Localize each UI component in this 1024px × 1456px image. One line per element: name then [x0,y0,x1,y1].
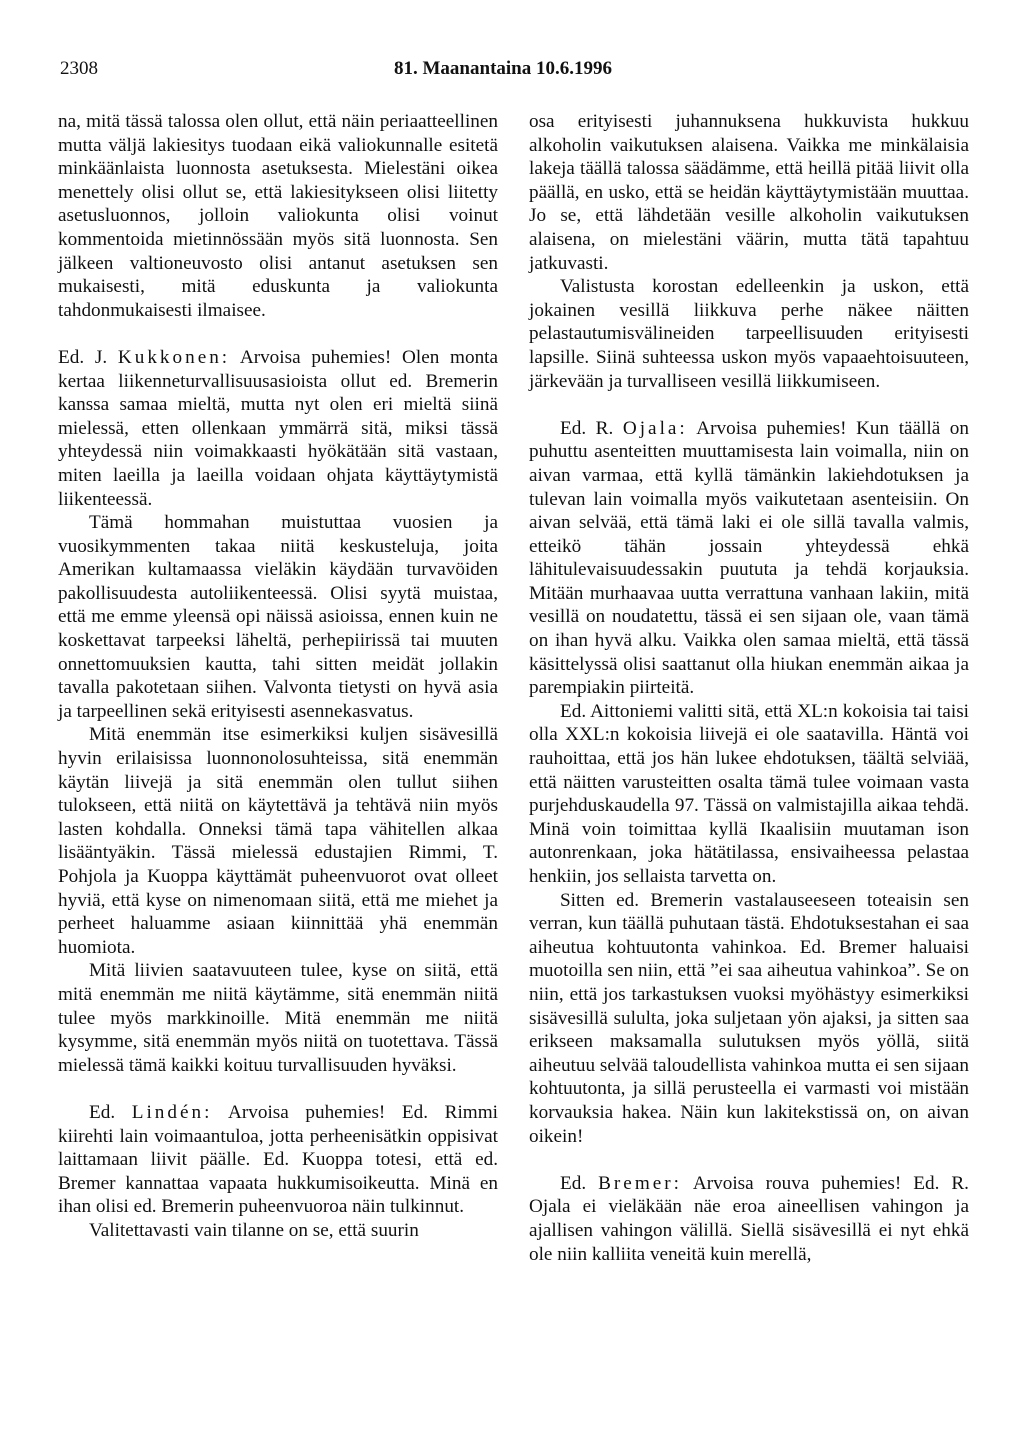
paragraph: Ed. Aittoniemi valitti sitä, että XL:n kokoisia tai taisi olla XXL:n kokoisia liivejä ei ole saatavilla. Häntä voi rauhoittaa, että jos hän lukee ehdotuksen, täältä selviää, että näitten varusteitten osalta tämä tulee voimaan vasta purjehduskaudella 97. Tässä on valmistajilla aikaa tehdä. Minä voin toimittaa kyllä Ikaalisiin muutaman ison autonrenkaan, joka hätätilassa, ensivaiheessa pelastaa henkiin, jos sellaista tarvetta on. [529,700,969,887]
speaker-name: Lindén: [131,1101,213,1123]
paragraph: Valistusta korostan edelleenkin ja uskon, että jokainen vesillä liikkuva perhe näkee näitten pelastautumisvälineiden tarpeellisuuden erityisesti lapsille. Siinä suhteessa uskon myös vapaaehtoisuuteen, järkevään ja turvalliseen vesillä liikkumiseen. [529,276,969,392]
left-column [58,110,498,1243]
paragraph: Valitettavasti vain tilanne on se, että suurin [89,1219,419,1241]
page-header [60,58,964,82]
speech-text: Arvoisa puhemies! Kun täällä on puhuttu asenteitten muuttamisesta lain voimalla, niin on aivan varmaa, että kyllä tämänkin lakiehdotuksen ja tulevan lain voimalla myös vaikutetaan asenteisiin. On aivan selvää, että tämä laki ei ole sillä tavalla valmis, etteikö tähän jossain yhteydessä ehkä lähitulevaisuudessakin puututa ja tehdä korjauksia. Mitään murhaavaa uutta verrattuna vanhaan lakiin, mitä vesillä on noudatettu, tässä ei sen sijaan ole, vaan tämä on ihan hyvä alku. Vaikka olen samaa mieltä, että tässä käsittelyssä olisi saattanut olla hiukan enemmän aikaa ja parempiakin piirteitä. [529,417,969,699]
speaker-paragraph-linden [58,1101,498,1219]
session-title: 81. Maanantaina 10.6.1996 [394,58,612,79]
speaker-prefix: Ed. J. [58,346,118,368]
paragraph: na, mitä tässä talossa olen ollut, että näin periaatteellinen mutta väljä lakiesitys tuodaan eikä valiokunnalle esitetä minkäänlaista luonnosta asetuksesta. Mielestäni oikea menettely olisi ollut se, että lakiesitykseen olisi liitetty asetusluonnos, jolloin valiokunta olisi voinut kommentoida mietinnössään myös sitä luonnosta. Sen jälkeen valtioneuvosto olisi antanut asetuksen sen mukaisesti, mitä eduskunta ja valiokunta tahdonmukaisesti ilmaisee. [58,111,498,321]
right-column [529,110,969,1266]
speech-text: Arvoisa puhemies! Ed. Rimmi kiirehti lain voimaantuloa, jotta perheenisätkin oppisivat laittamaan liivit päälle. Ed. Kuoppa totesi, että ed. Bremer kannattaa vapaata hukkumisoikeutta. Minä en ihan olisi ed. Bremerin puheenvuoroa näin tulkinnut. [58,1101,498,1218]
speaker-paragraph-ojala [529,417,969,700]
speaker-prefix: Ed. R. [560,417,623,439]
paragraph: osa erityisesti juhannuksena hukkuvista hukkuu alkoholin vaikutuksen alaisena. Vaikka me minkälaisia lakeja täällä talossa säädämme, että heillä pitää liivit olla päällä, en usko, että se heidän käyttäytymistään muuttaa. Jo se, että lähdetään vesille alkoholin vaikutuksen alaisena, on mielestäni väärin, mutta tätä tapahtuu jatkuvasti. [529,111,969,274]
speaker-name: Bremer: [598,1172,682,1194]
speaker-name: Kukkonen: [117,346,231,368]
paragraph: Mitä liivien saatavuuteen tulee, kyse on siitä, että mitä enemmän me niitä käytämme, sitä enemmän niitä tulee myös markkinoille. Mitä enemmän me niitä kysymme, sitä enemmän myös niitä on tuotettava. Tässä mielessä tämä kaikki koituu turvallisuuden hyväksi. [58,960,498,1076]
speaker-name: Ojala: [622,417,688,439]
speaker-prefix: Ed. [560,1172,599,1194]
paragraph: Mitä enemmän itse esimerkiksi kuljen sisävesillä hyvin erilaisissa luonnonolosuhteissa, sitä enemmän käytän liivejä ja sitä enemmän olen tullut siihen tulokseen, että niitä on käytettävä ja tehtävä niin myös lasten kohdalla. Onneksi tämä tapa vähitellen alkaa lisääntyäkin. Tässä mielessä edustajien Rimmi, T. Pohjola ja Kuoppa käyttämät puheenvuorot ovat olleet hyviä, että kyse on nimenomaan siitä, että me miehet ja perheet haluamme asiaan kiinnittää yhä enemmän huomiota. [58,724,498,958]
paragraph: Sitten ed. Bremerin vastalauseeseen toteaisin sen verran, kun täällä puhutaan tästä. Ehdotuksestahan ei saa aiheutua kohtuutonta vahinkoa. Ed. Bremer haluaisi muotoilla sen niin, että ”ei saa aiheutua vahinkoa”. Se on niin, että jos tarkastuksen vuoksi myöhästyy esimerkiksi sisävesillä sululta, joka suljetaan yön ajaksi, ja sitten saa erikseen maksamalla sulutuksen myös yöllä, siitä aiheutuu selvää taloudellista vahinkoa mutta ei sen sijaan kohtuutonta, ja sillä perusteella ei varmasti voi mistään korvauksia hakea. Näin kun lakitekstissä on, on aivan oikein! [529,889,969,1147]
speech-text: Arvoisa puhemies! Olen monta kertaa liikenneturvallisuusasioista ollut ed. Bremerin kanssa samaa mieltä, mutta nyt olen eri mieltä siinä mielessä, etten ollenkaan ymmärrä sitä, miksi tässä yhteydessä niin voimakkaasti hyökätään sitä vastaan, miten laeilla ja laeilla voidaan ohjata käyttäytymistä liikenteessä. [58,346,499,510]
speaker-paragraph-kukkonen [58,346,498,511]
speaker-prefix: Ed. [89,1101,132,1123]
paragraph: Tämä hommahan muistuttaa vuosien ja vuosikymmenten takaa niitä keskusteluja, joita Amerikan kultamaassa vieläkin käydään turvavöiden pakollisuudesta autoliikenteessä. Olisi syytä muistaa, että me emme yleensä opi näissä asioissa, ennen kuin ne koskettavat tarpeeksi läheltä, perhepiirissä tai muuten onnettomuuksien kautta, tahi sitten meidät jollakin tavalla pakotetaan siihen. Valvonta tietysti on hyvä asia ja tarpeellinen sekä erityisesti asennekasvatus. [58,512,498,722]
speaker-paragraph-bremer [529,1172,969,1266]
page-number: 2308 [60,58,98,79]
speech-text: Arvoisa rouva puhemies! Ed. R. Ojala ei vieläkään näe eroa aineellisen vahingon ja ajallisen vahingon välillä. Siellä sisävesillä ei nyt ehkä ole niin kalliita veneitä kuin merellä, [529,1172,969,1265]
